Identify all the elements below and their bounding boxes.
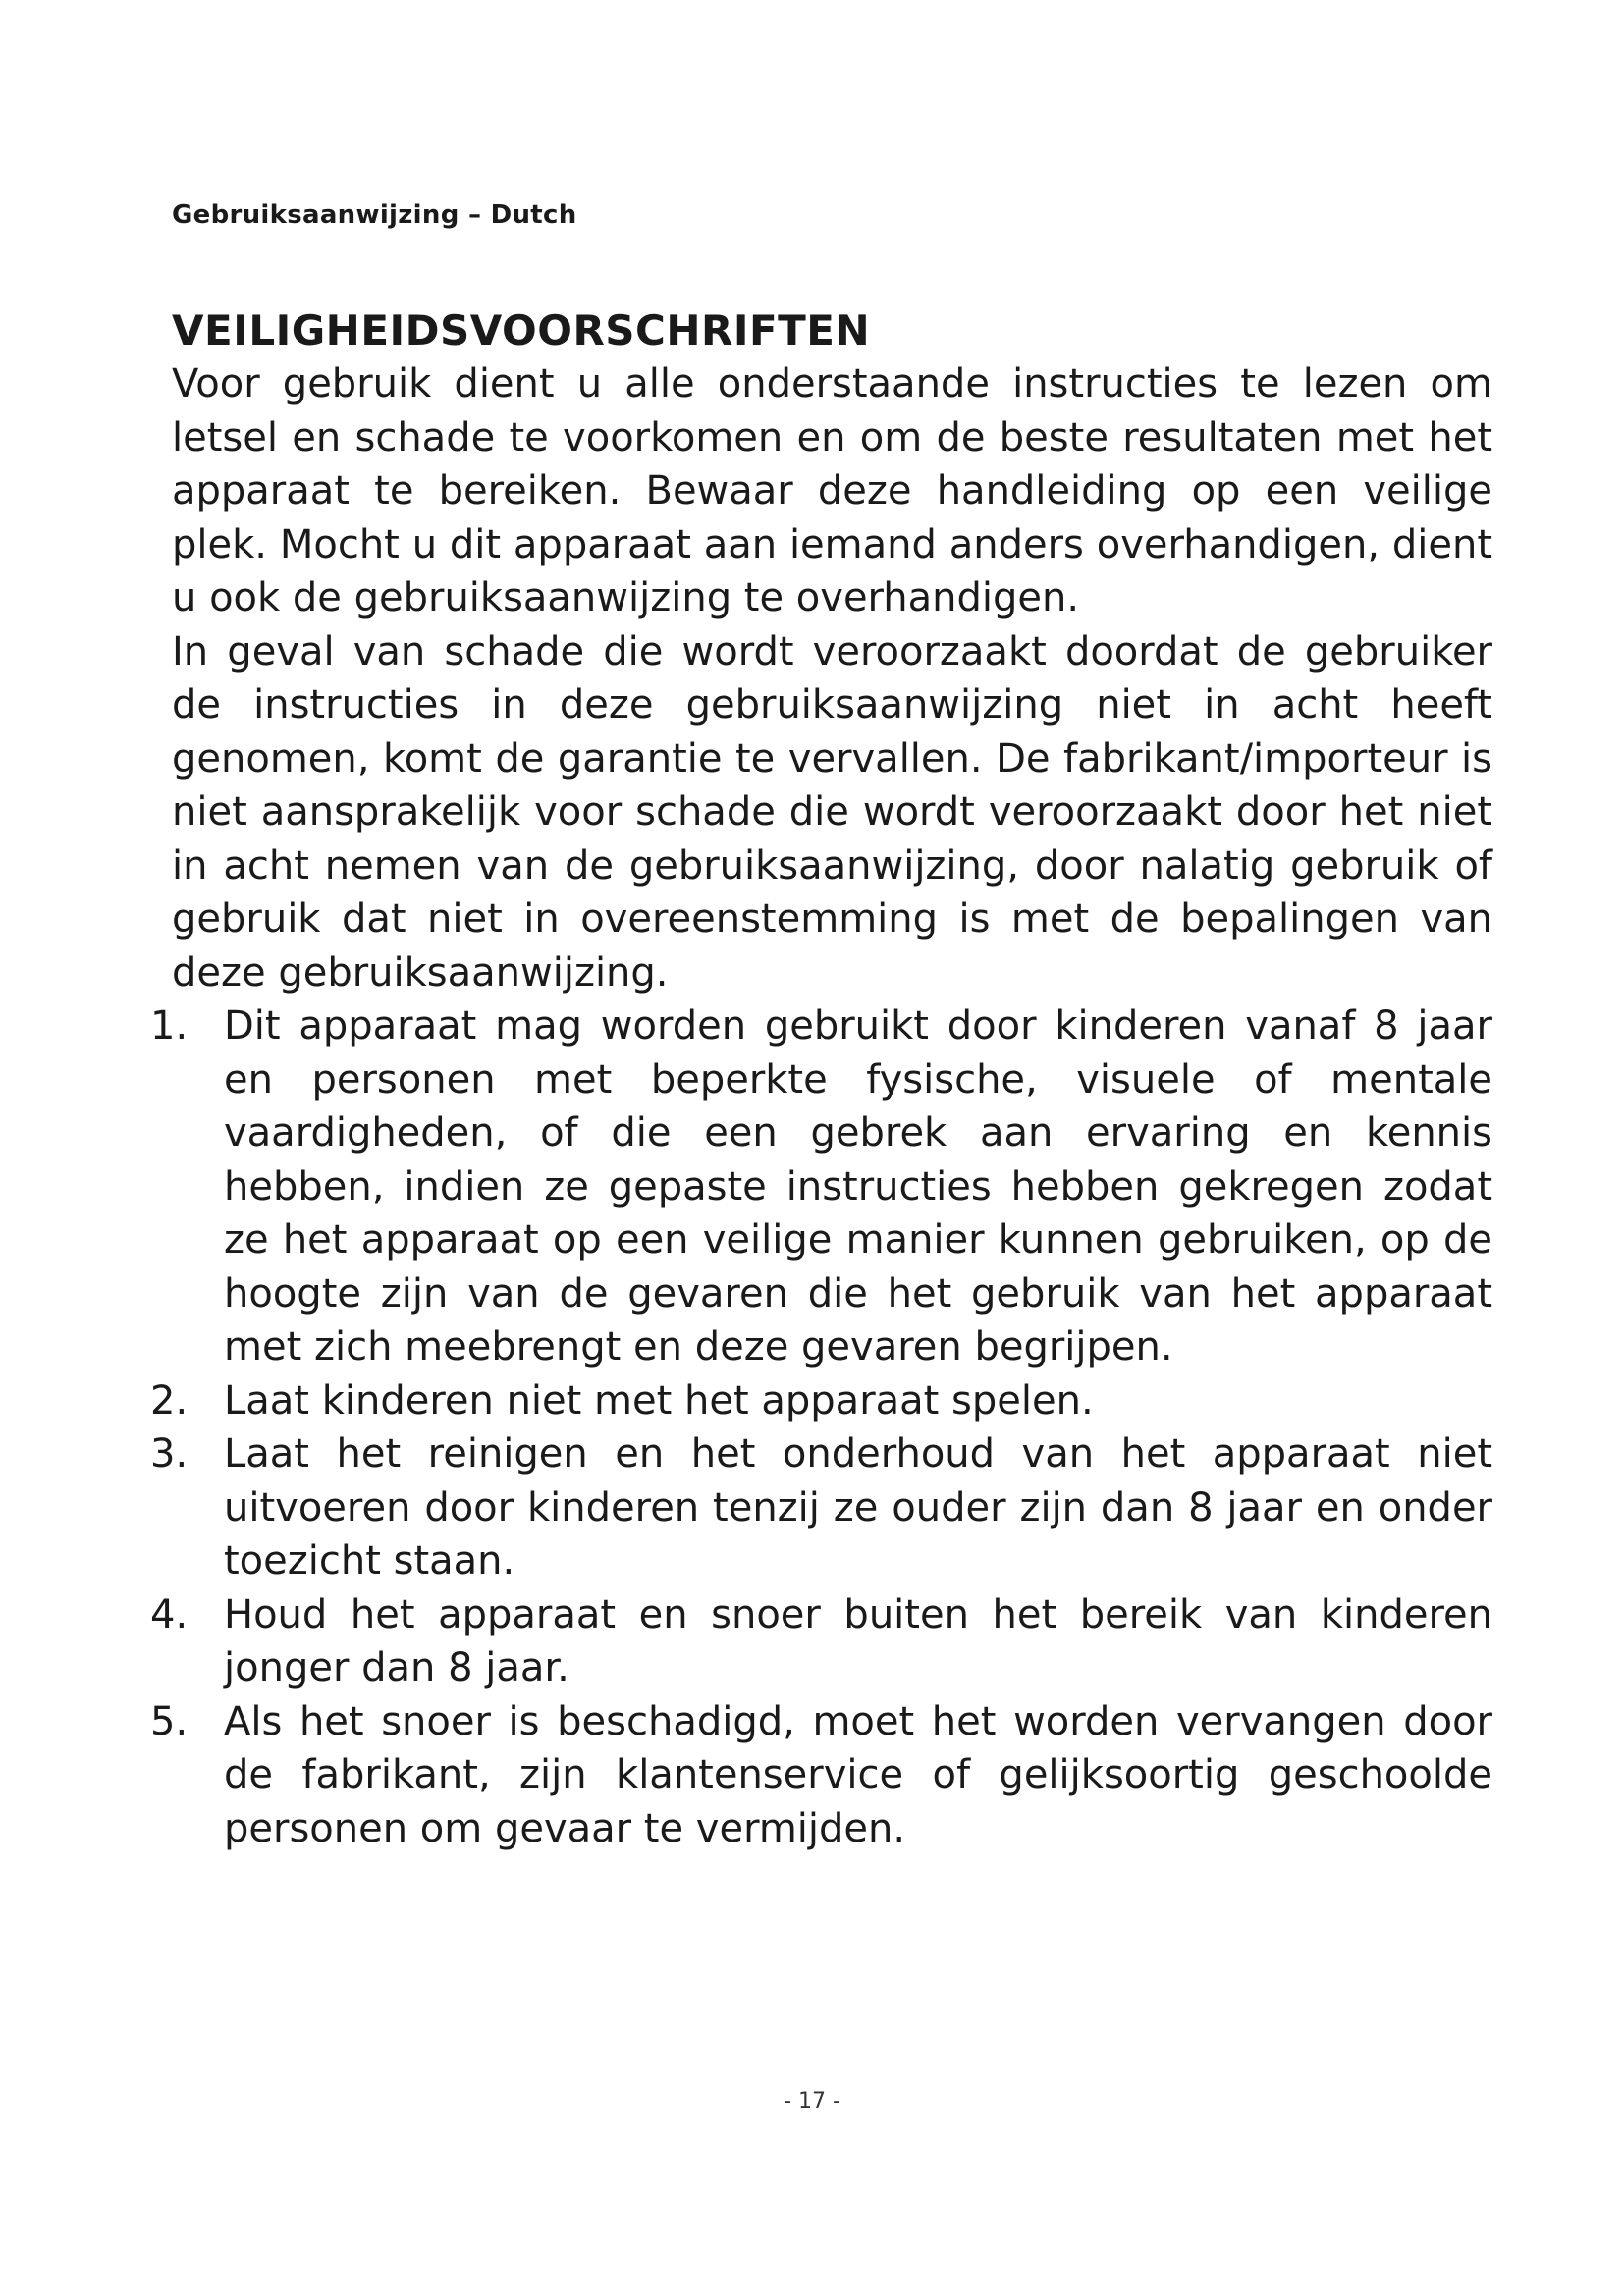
safety-instructions-list <box>150 999 1492 1855</box>
list-item <box>150 1427 1492 1588</box>
list-item-text: Houd het apparaat en snoer buiten het bereik van kinderen jonger dan 8 jaar. <box>224 1591 1492 1690</box>
list-item-number: 2. <box>150 1377 189 1423</box>
running-header: Gebruiksaanwijzing – Dutch <box>172 200 577 230</box>
list-item <box>150 1588 1492 1695</box>
list-item-text: Als het snoer is beschadigd, moet het worden vervangen door de fabrikant, zijn klantenservice of gelijksoortig geschoolde personen om gevaar te vermijden. <box>224 1698 1492 1851</box>
list-item-number: 4. <box>150 1591 189 1637</box>
page-number: - 17 - <box>784 2089 840 2113</box>
warranty-paragraph: In geval van schade die wordt veroorzaakt doordat de gebruiker de instructies in deze gebruiksaanwijzing niet in acht heeft genomen, komt de garantie te vervallen. De fabrikant/importeur is niet aansprakelijk voor schade die wordt veroorzaakt door het niet in acht nemen van de gebruiksaanwijzing, door nalatig gebruik of gebruik dat niet in overeenstemming is met de bepalingen van deze gebruiksaanwijzing. <box>172 628 1492 995</box>
list-item-number: 3. <box>150 1431 189 1476</box>
list-item-text: Laat het reinigen en het onderhoud van het apparaat niet uitvoeren door kinderen tenzij ze ouder zijn dan 8 jaar en onder toezicht staan. <box>224 1431 1492 1583</box>
list-item <box>150 1374 1492 1428</box>
intro-paragraph: Voor gebruik dient u alle onderstaande instructies te lezen om letsel en schade te voorkomen en om de beste resultaten met het apparaat te bereiken. Bewaar deze handleiding op een veilige plek. Mocht u dit apparaat aan iemand anders overhandigen, dient u ook de gebruiksaanwijzing te overhandigen. <box>172 361 1492 620</box>
list-item-text: Laat kinderen niet met het apparaat spelen. <box>224 1377 1094 1423</box>
list-item <box>150 1695 1492 1856</box>
list-item-text: Dit apparaat mag worden gebruikt door kinderen vanaf 8 jaar en personen met beperkte fysische, visuele of mentale vaardigheden, of die een gebrek aan ervaring en kennis hebben, indien ze gepaste instructies hebben gekregen zodat ze het apparaat op een veilige manier kunnen gebruiken, op de hoogte zijn van de gevaren die het gebruik van het apparaat met zich meebrengt en deze gevaren begrijpen. <box>224 1003 1492 1369</box>
list-item-number: 5. <box>150 1698 189 1744</box>
section-title: VEILIGHEIDSVOORSCHRIFTEN <box>172 306 871 354</box>
safety-section <box>150 304 1492 1855</box>
list-item <box>150 999 1492 1374</box>
list-item-number: 1. <box>150 1003 189 1048</box>
